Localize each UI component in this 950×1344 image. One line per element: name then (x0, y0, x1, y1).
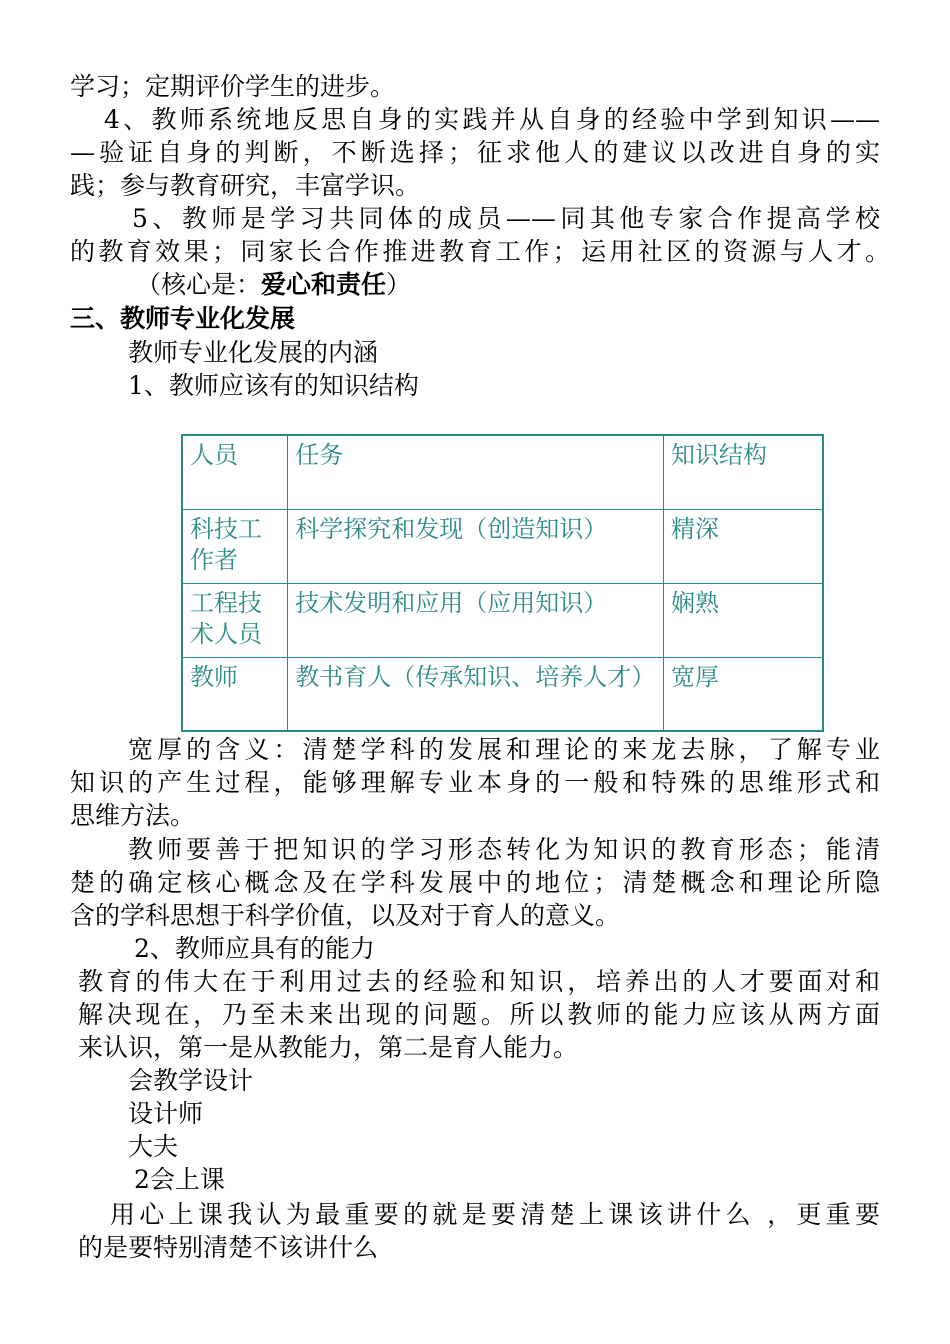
table-header-cell: 人员 (182, 435, 288, 509)
table-cell: 教师 (182, 657, 288, 731)
section-heading: 三、教师专业化发展 (70, 304, 296, 333)
text-line: 4、教师系统地反思自身的实践并从自身的经验中学到知识—— (104, 105, 880, 134)
text-line: 楚的确定核心概念及在学科发展中的地位；清楚概念和理论所隐 (70, 868, 880, 897)
text-line: 的教育效果；同家长合作推进教育工作；运用社区的资源与人才。 (70, 237, 890, 266)
text-line: 用心上课我认为最重要的就是要清楚上课该讲什么 ，更重要 (110, 1200, 880, 1229)
text-line: 的是要特别清楚不该讲什么 (78, 1233, 379, 1262)
text-line: 来认识，第一是从教能力，第二是育人能力。 (78, 1033, 579, 1062)
table-header-cell: 知识结构 (663, 435, 823, 509)
table-cell: 教书育人（传承知识、培养人才） (288, 657, 664, 731)
text-line: 1、教师应该有的知识结构 (128, 371, 419, 400)
table-cell: 娴熟 (663, 583, 823, 657)
core-open: （核心是： (136, 270, 262, 299)
table-cell: 精深 (663, 509, 823, 583)
table-cell: 技术发明和应用（应用知识） (288, 583, 664, 657)
table-cell: 科学探究和发现（创造知识） (288, 509, 664, 583)
knowledge-structure-table (181, 434, 824, 732)
table-cell: 宽厚 (663, 657, 823, 731)
table-cell: 科技工作者 (182, 509, 288, 583)
text-line: 会教学设计 (128, 1066, 254, 1095)
text-line: 解决现在，乃至未来出现的问题。所以教师的能力应该从两方面 (78, 1000, 880, 1029)
text-line: 含的学科思想于科学价值，以及对于育人的意义。 (70, 901, 621, 930)
text-line: 教师专业化发展的内涵 (128, 338, 379, 367)
text-line: 5、教师是学习共同体的成员——同其他专家合作提高学校 (132, 204, 880, 233)
subheading: 2、教师应具有的能力 (134, 934, 375, 963)
core-note (136, 268, 411, 301)
text-line: 学习；定期评价学生的进步。 (70, 72, 396, 101)
table-row (182, 583, 823, 657)
text-line: —验证自身的判断，不断选择；征求他人的建议以改进自身的实 (70, 138, 880, 167)
text-line: 教育的伟大在于利用过去的经验和知识，培养出的人才要面对和 (78, 967, 880, 996)
text-line: 践；参与教育研究，丰富学识。 (70, 171, 421, 200)
table-header-row (182, 435, 823, 509)
table-row (182, 657, 823, 731)
text-line: 设计师 (128, 1099, 204, 1128)
text-line: 2会上课 (134, 1165, 225, 1194)
text-line: 宽厚的含义：清楚学科的发展和理论的来龙去脉，了解专业 (128, 735, 880, 764)
table-row (182, 509, 823, 583)
core-close: ） (386, 270, 412, 299)
text-line: 教师要善于把知识的学习形态转化为知识的教育形态；能清 (128, 835, 880, 864)
text-line: 大夫 (128, 1132, 179, 1161)
text-line: 思维方法。 (70, 801, 196, 830)
table-header-cell: 任务 (288, 435, 664, 509)
core-bold: 爱心和责任 (261, 270, 387, 299)
table-cell: 工程技术人员 (182, 583, 288, 657)
text-line: 知识的产生过程，能够理解专业本身的一般和特殊的思维形式和 (70, 768, 880, 797)
